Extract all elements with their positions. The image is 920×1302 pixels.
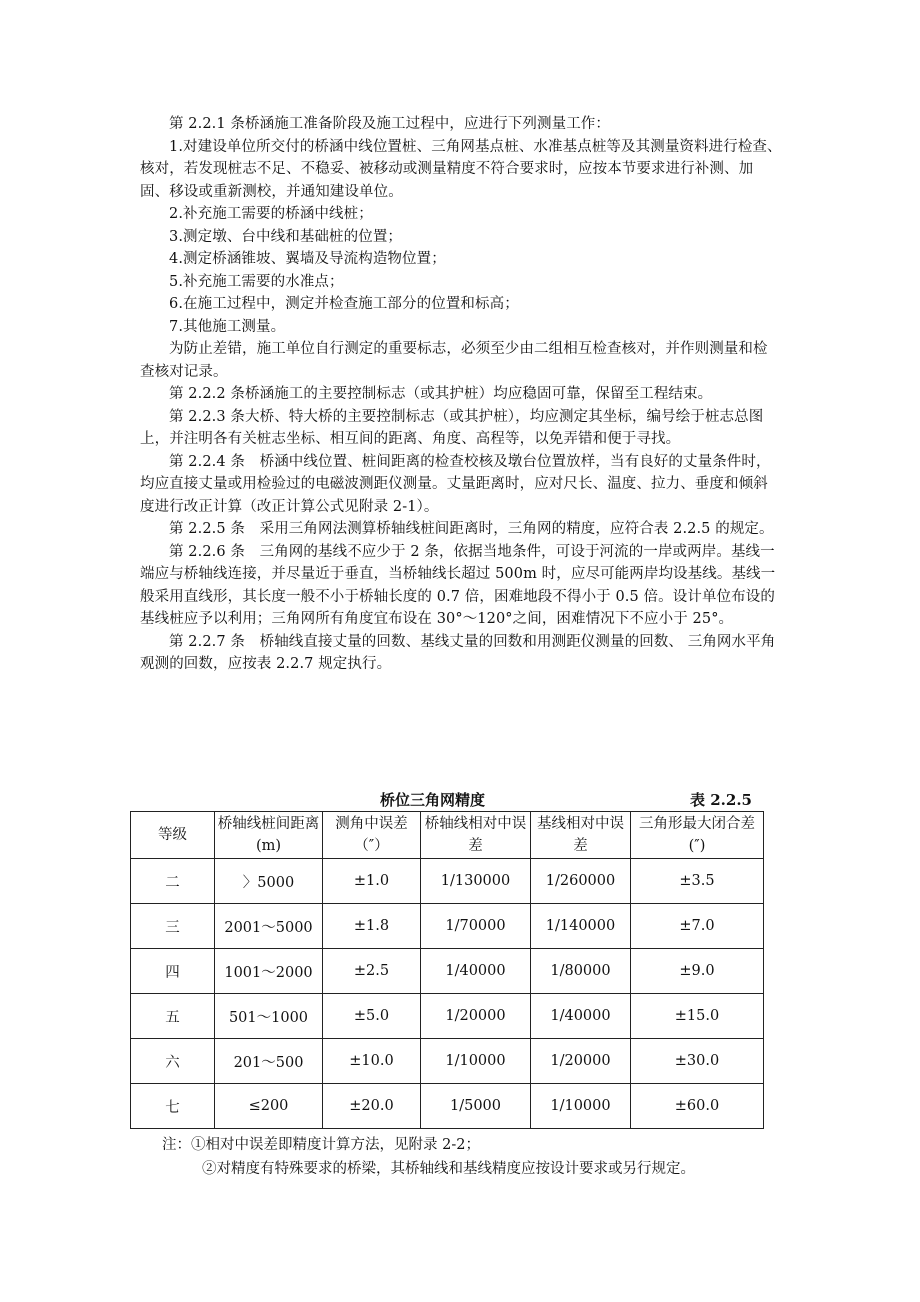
table-cell: 五 [131, 994, 215, 1039]
table-header-row [131, 812, 764, 859]
table-cell: 1/20000 [421, 994, 531, 1039]
list-item-5: 5.补充施工需要的水准点； [169, 273, 344, 290]
table-cell: 〉5000 [215, 859, 323, 904]
list-item-1: 1.对建设单位所交付的桥涵中线位置桩、三角网基点桩、水准基点桩等及其测量资料进行检查、核对，若发现桩志不足、不稳妥、被移动或测量精度不符合要求时，应按本节要求进行补测、加固、移设或重新测校，并通知建设单位。 [140, 138, 782, 200]
paragraph-2-2-3: 第 2.2.3 条大桥、特大桥的主要控制标志（或其护桩），均应测定其坐标，编号绘于桩志总图上，并注明各有关桩志坐标、相互间的距离、角度、高程等，以免弄错和便于寻找。 [140, 408, 764, 447]
table-cell: ±9.0 [631, 949, 764, 994]
table-cell: ±3.5 [631, 859, 764, 904]
table-cell: ±2.5 [323, 949, 421, 994]
table-cell: 六 [131, 1039, 215, 1084]
paragraph-error-prevention: 为防止差错，施工单位自行测定的重要标志，必须至少由二组相互检查核对，并作则测量和检查核对记录。 [140, 341, 768, 380]
table-cell: ±1.0 [323, 859, 421, 904]
table-cell: 1/10000 [421, 1039, 531, 1084]
table-cell: 三 [131, 904, 215, 949]
list-item-3: 3.测定墩、台中线和基础桩的位置； [169, 228, 403, 245]
table-cell: 1/130000 [421, 859, 531, 904]
table-cell: ±20.0 [323, 1084, 421, 1129]
header-baseline-relative-error: 基线相对中误差 [531, 812, 631, 859]
table-cell: 1001～2000 [215, 949, 323, 994]
table-row [131, 1084, 764, 1129]
list-item-4: 4.测定桥涵锥坡、翼墙及导流构造物位置； [169, 251, 446, 267]
table-caption [130, 789, 752, 811]
table-cell: ≤200 [215, 1084, 323, 1129]
header-angle-error: 测角中误差（″） [323, 812, 421, 859]
paragraph-2-2-4: 第 2.2.4 条 桥涵中线位置、桩间距离的检查校核及墩台位置放样，当有良好的丈量条件时，均应直接丈量或用检验过的电磁波测距仪测量。丈量距离时，应对尺长、温度、拉力、垂度和倾斜度进行改正计算（改正计算公式见附录 2-1）。 [140, 453, 771, 515]
table-cell: 2001～5000 [215, 904, 323, 949]
table-row [131, 949, 764, 994]
header-pile-distance: 桥轴线桩间距离(m) [215, 812, 323, 859]
table-row [131, 859, 764, 904]
table-notes [162, 1133, 782, 1181]
note-2: ②对精度有特殊要求的桥梁，其桥轴线和基线精度应按设计要求或另行规定。 [202, 1161, 695, 1177]
list-item-2: 2.补充施工需要的桥涵中线桩； [169, 206, 373, 222]
table-cell: ±10.0 [323, 1039, 421, 1084]
header-closure-error: 三角形最大闭合差(″) [631, 812, 764, 859]
table-cell: 1/20000 [531, 1039, 631, 1084]
table-cell: 1/5000 [421, 1084, 531, 1129]
table-cell: ±5.0 [323, 994, 421, 1039]
table-cell: 1/80000 [531, 949, 631, 994]
table-cell: 1/10000 [531, 1084, 631, 1129]
table-cell: ±30.0 [631, 1039, 764, 1084]
table-cell: 四 [131, 949, 215, 994]
table-row [131, 1039, 764, 1084]
table-cell: 七 [131, 1084, 215, 1129]
table-cell: 1/140000 [531, 904, 631, 949]
table-cell: 201～500 [215, 1039, 323, 1084]
list-item-6: 6.在施工过程中，测定并检查施工部分的位置和标高； [169, 296, 519, 312]
table-title: 桥位三角网精度 [380, 791, 486, 809]
table-cell: 1/40000 [421, 949, 531, 994]
precision-table [130, 811, 764, 1129]
paragraph-2-2-6: 第 2.2.6 条 三角网的基线不应少于 2 条，依据当地条件，可设于河流的一岸或两岸。基线一端应与桥轴线连接，并尽量近于垂直，当桥轴线长超过 500m 时，应尽可能两岸均设基线。基线一般采用直线形，其长度一般不小于桥轴长度的 0.7 倍，困难地段不得小于 0.5 倍。设计单位布设的基线桩应予以利用；三角网所有角度宜布设在 30°～120°之间，困难情况下不应小于 25°。 [140, 543, 776, 627]
table-cell: 1/260000 [531, 859, 631, 904]
paragraph-2-2-5: 第 2.2.5 条 采用三角网法测算桥轴线桩间距离时，三角网的精度，应符合表 2.2.5 的规定。 [169, 521, 774, 537]
table-number: 表 2.2.5 [690, 791, 752, 809]
paragraph-2-2-1: 第 2.2.1 条桥涵施工准备阶段及施工过程中，应进行下列测量工作： [169, 116, 611, 132]
table-cell: ±15.0 [631, 994, 764, 1039]
header-axis-relative-error: 桥轴线相对中误差 [421, 812, 531, 859]
note-1: 注：①相对中误差即精度计算方法，见附录 2-2； [162, 1137, 480, 1153]
paragraph-2-2-2: 第 2.2.2 条桥涵施工的主要控制标志（或其护桩）均应稳固可靠，保留至工程结束。 [169, 386, 713, 402]
header-grade: 等级 [131, 812, 215, 859]
list-item-7: 7.其他施工测量。 [169, 318, 286, 335]
paragraph-2-2-7: 第 2.2.7 条 桥轴线直接丈量的回数、基线丈量的回数和用测距仪测量的回数、 三角网水平角观测的回数，应按表 2.2.7 规定执行。 [140, 633, 776, 672]
body-text [140, 113, 782, 676]
table-cell: 二 [131, 859, 215, 904]
table-cell: ±60.0 [631, 1084, 764, 1129]
table-cell: 1/40000 [531, 994, 631, 1039]
table-cell: ±7.0 [631, 904, 764, 949]
table-row [131, 994, 764, 1039]
table-row [131, 904, 764, 949]
table-cell: 501～1000 [215, 994, 323, 1039]
table-cell: ±1.8 [323, 904, 421, 949]
table-cell: 1/70000 [421, 904, 531, 949]
